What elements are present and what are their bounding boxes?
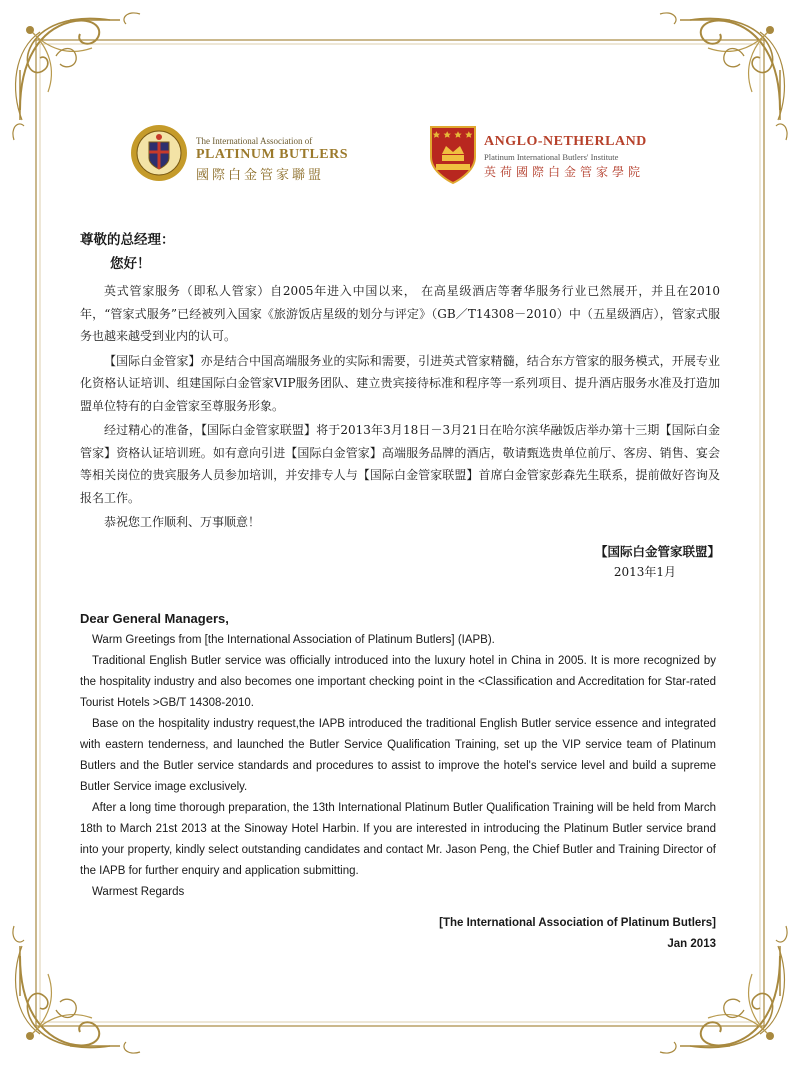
anib-shield-icon	[428, 124, 478, 186]
cn-paragraph-2: 【国际白金管家】亦是结合中国高端服务业的实际和需要，引进英式管家精髓，结合东方管家的服务模式，开展专业化资格认证培训、组建国际白金管家VIP服务团队、建立贵宾接待标准和程序等一系列项目、提升酒店服务水准及打造加盟单位特有的白金管家至尊服务形象。	[80, 353, 720, 413]
en-date: Jan 2013	[667, 938, 716, 950]
en-paragraph-3: After a long time thorough preparation, the 13th International Platinum Butler Qualification Training will be held from March 18th to March 21st 2013 at the Sinoway Hotel Harbin. If you are interested in introducing the Platinum Butler service brand into your property, kindly select outstanding candidates and contact Mr. Jason Peng, the Chief Butler and Training Director of the IAPB for further enquiry and application submitting.	[80, 802, 716, 877]
cn-salutation: 尊敬的总经理：	[80, 232, 175, 248]
cn-date: 2013年1月	[613, 564, 676, 579]
en-closing: Warmest Regards	[92, 886, 185, 898]
cn-closing: 恭祝您工作顺利、万事顺意！	[104, 515, 261, 529]
cn-greeting: 您好！	[110, 256, 151, 272]
iapb-line3: 國際白金管家聯盟	[196, 167, 325, 182]
cn-paragraph-3: 经过精心的准备，【国际白金管家联盟】将于2013年3月18日－3月21日在哈尔滨华融饭店举办第十三期【国际白金管家】资格认证培训班。如有意向引进【国际白金管家】高端服务品牌的酒店，敬请甄选贵单位前厅、客房、销售、宴会等相关岗位的贵宾服务人员参加培训，并安排专人与【国际白金管家联盟】首席白金管家彭森先生联系，提前做好咨询及报名工作。	[80, 423, 720, 505]
anib-line2: Platinum International Butlers' Institute	[484, 152, 619, 162]
iapb-line2: PLATINUM BUTLERS	[196, 147, 349, 162]
iapb-emblem-icon	[130, 124, 188, 182]
iapb-line1: The International Association of	[196, 136, 313, 146]
cn-paragraph-1: 英式管家服务（即私人管家）自2005年进入中国以来， 在高星级酒店等奢华服务行业已然展开，并且在2010年，“管家式服务”已经被列入国家《旅游饭店星级的划分与评定》（GB／T14308－2010）中（五星级酒店），管家式服务也越来越受到业内的认可。	[80, 284, 720, 343]
en-paragraph-2: Base on the hospitality industry request,the IAPB introduced the traditional English Butler service essence and integrated with eastern tenderness, and launched the Butler Service Qualification Training, set up the VIP service team of Platinum Butlers and the Butler service standards and procedures to assist to improve the hotel's service level and build a supreme Butler Service image exclusively.	[80, 718, 716, 793]
english-letter	[80, 608, 716, 954]
en-greeting: Warm Greetings from [the International Association of Platinum Butlers] (IAPB).	[92, 634, 495, 646]
en-signature: [The International Association of Platinum Butlers]	[439, 917, 716, 929]
cn-signature: 【国际白金管家联盟】	[594, 543, 720, 559]
anib-line1: ANGLO-NETHERLAND	[484, 134, 647, 149]
chinese-letter	[80, 228, 720, 582]
en-paragraph-1: Traditional English Butler service was officially introduced into the luxury hotel in China in 2005. It is more recognized by the hospitality industry and also becomes one important checking point in the <Classification and Accreditation for Star-rated Tourist Hotels >GB/T 14308-2010.	[80, 655, 716, 709]
anib-line3: 英荷國際白金管家學院	[484, 165, 645, 179]
en-salutation: Dear General Managers,	[80, 611, 229, 626]
